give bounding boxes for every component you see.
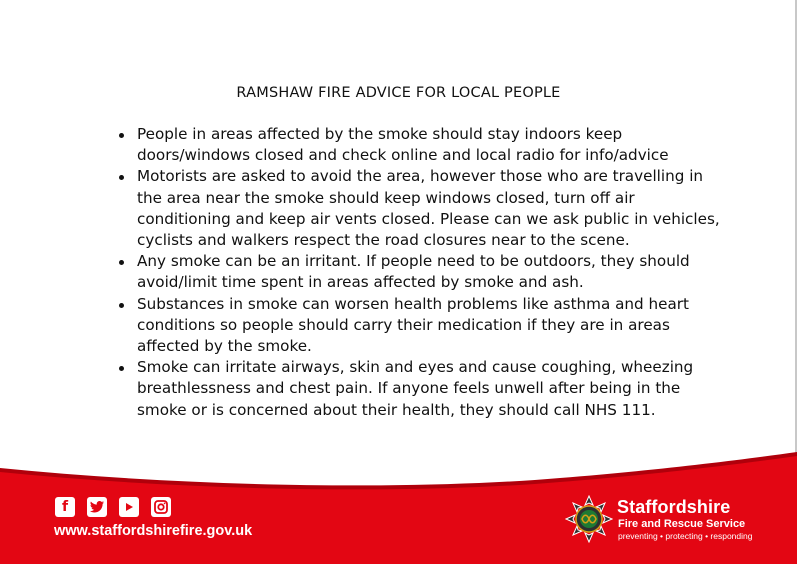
youtube-icon[interactable] xyxy=(119,497,139,517)
brand-subtitle: Fire and Rescue Service xyxy=(618,518,746,530)
document-title: RAMSHAW FIRE ADVICE FOR LOCAL PEOPLE xyxy=(236,85,561,101)
instagram-icon[interactable] xyxy=(151,497,171,517)
crest-icon xyxy=(565,495,613,543)
advice-text: Any smoke can be an irritant. If people need to be outdoors, they should avoid/limit time spent in areas affected by smoke and ash. xyxy=(137,252,690,292)
advice-text: Smoke can irritate airways, skin and eyes and cause coughing, wheezing breathlessness and chest pain. If anyone feels unwell after being in the smoke or is concerned about their health, they should call NHS 111. xyxy=(137,358,694,419)
advice-text: Substances in smoke can worsen health problems like asthma and heart conditions so people should carry their medication if they are in areas affected by the smoke. xyxy=(137,294,689,356)
social-links xyxy=(55,497,171,517)
website-link[interactable]: www.staffordshirefire.gov.uk xyxy=(54,523,253,539)
brand-tagline: preventing • protecting • responding xyxy=(618,531,753,541)
brand-name: Staffordshire xyxy=(617,497,731,517)
advice-item xyxy=(117,166,727,251)
advice-text: Motorists are asked to avoid the area, however those who are travelling in the area near the smoke should keep windows closed, turn off air conditioning and keep air vents closed. Please can we ask public in vehicles, cyclists and walkers respect the road closures near to the scene. xyxy=(137,167,720,250)
advice-item xyxy=(117,124,727,166)
brand-logo xyxy=(565,495,765,545)
advice-text: People in areas affected by the smoke should stay indoors keep doors/windows closed and check online and local radio for info/advice xyxy=(137,125,669,165)
bullet-icon xyxy=(119,260,124,265)
advice-item xyxy=(117,251,727,293)
bullet-icon xyxy=(119,366,124,371)
facebook-icon[interactable]: f xyxy=(55,497,75,517)
bullet-icon xyxy=(119,175,124,180)
twitter-icon[interactable] xyxy=(87,497,107,517)
advice-item xyxy=(117,357,727,421)
bullet-icon xyxy=(119,303,124,308)
advice-item xyxy=(117,294,727,358)
advice-list xyxy=(117,124,727,421)
bullet-icon xyxy=(119,133,124,138)
